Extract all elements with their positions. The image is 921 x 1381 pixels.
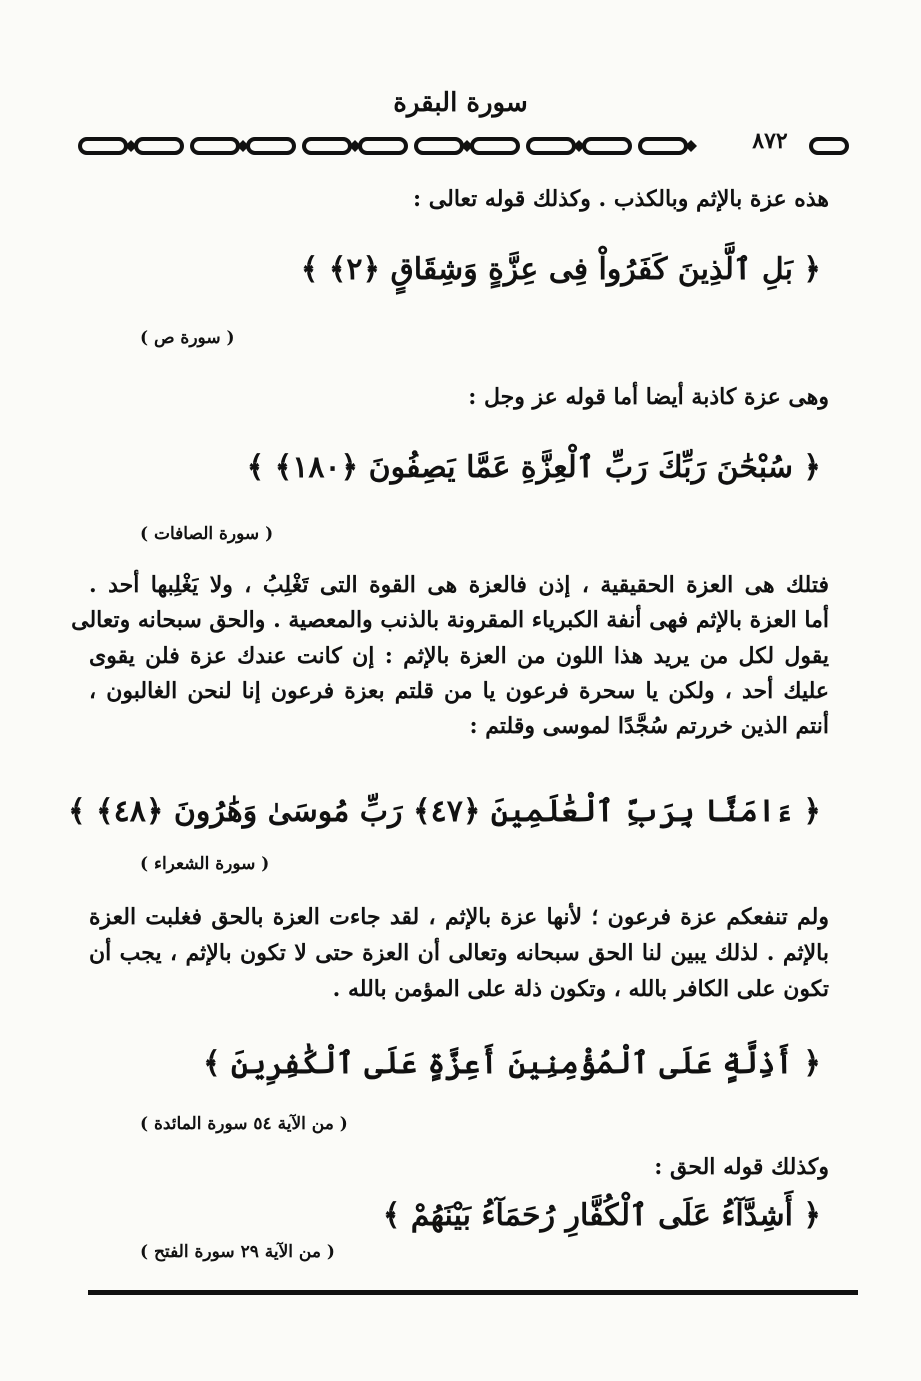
paragraph-4-line-2: بالإثم . لذلك يبين لنا الحق سبحانه وتعالى أن العزة حتى لا تكون بالإثم ، يجب أن	[89, 940, 829, 966]
paragraph-4-line-3: تكون على الكافر بالله ، وتكون ذلة على المؤمن بالله .	[332, 976, 829, 1002]
quran-verse-1: ﴿ بَلِ ٱلَّذِينَ كَفَرُواْ فِى عِزَّةٍ وَشِقَاقٍ ﴿٢﴾ ﴾	[300, 252, 821, 287]
page-number: ٨٧٢	[740, 128, 800, 154]
quran-verse-2: ﴿ سُبْحَٰنَ رَبِّكَ رَبِّ ٱلْعِزَّةِ عَمَّا يَصِفُونَ ﴿١٨٠﴾ ﴾	[246, 450, 821, 485]
surah-title: سورة البقرة	[393, 88, 528, 118]
chain-link	[640, 139, 686, 153]
verse-reference-3: ( سورة الشعراء )	[140, 854, 270, 874]
paragraph-3-line-2: أما العزة بالإثم فهى أنفة الكبرياء المقرونة بالذنب والمعصية . والحق سبحانه وتعالى	[71, 607, 829, 633]
chain-link	[811, 139, 847, 153]
quran-verse-4: ﴿ أَذِلَّةٍ عَلَى ٱلْمُؤْمِنِينَ أَعِزَّةٍ عَلَى ٱلْكَٰفِرِينَ ﴾	[202, 1046, 821, 1081]
chain-link	[304, 139, 350, 153]
verse-reference-1: ( سورة ص )	[140, 328, 235, 348]
paragraph-5: وكذلك قوله الحق :	[654, 1154, 829, 1180]
chain-link	[136, 139, 182, 153]
header-ornament-border	[76, 130, 852, 162]
chain-link	[472, 139, 518, 153]
paragraph-3-line-1: فتلك هى العزة الحقيقية ، إذن فالعزة هى القوة التى تَغْلِبُ ، ولا يَغْلِبها أحد .	[89, 572, 829, 598]
verse-reference-4: ( من الآية ٥٤ سورة المائدة )	[140, 1114, 348, 1134]
footer-rule	[88, 1290, 858, 1295]
verse-reference-5: ( من الآية ٢٩ سورة الفتح )	[140, 1242, 335, 1262]
chain-link	[80, 139, 126, 153]
paragraph-2: وهى عزة كاذبة أيضا أما قوله عز وجل :	[468, 384, 829, 410]
chain-link	[416, 139, 462, 153]
paragraph-3-line-3: يقول لكل من يريد هذا اللون من العزة بالإثم : إن كانت عندك عزة فلن يقوى	[89, 643, 829, 669]
chain-link	[192, 139, 238, 153]
chain-link	[248, 139, 294, 153]
paragraph-3-line-4: عليك أحد ، ولكن يا سحرة فرعون يا من قلتم بعزة فرعون إنا لنحن الغالبون ،	[89, 678, 829, 704]
paragraph-4-line-1: ولم تنفعكم عزة فرعون ؛ لأنها عزة بالإثم ، لقد جاءت العزة بالحق فغلبت العزة	[89, 904, 829, 930]
paragraph-3-line-5: أنتم الذين خررتم سُجَّدًا لموسى وقلتم :	[469, 713, 829, 739]
chain-link	[584, 139, 630, 153]
quran-verse-3: ﴿ ءَامَنَّا بِرَبِّ ٱلْعَٰلَمِينَ ﴿٤٧﴾ رَبِّ مُوسَىٰ وَهَٰرُونَ ﴿٤٨﴾ ﴾	[67, 794, 821, 829]
chain-link	[360, 139, 406, 153]
chain-link	[528, 139, 574, 153]
quran-verse-5: ﴿ أَشِدَّآءُ عَلَى ٱلْكُفَّارِ رُحَمَآءُ بَيْنَهُمْ ﴾	[382, 1198, 821, 1233]
verse-reference-2: ( سورة الصافات )	[140, 524, 274, 544]
paragraph-1: هذه عزة بالإثم وبالكذب . وكذلك قوله تعالى :	[413, 186, 829, 212]
